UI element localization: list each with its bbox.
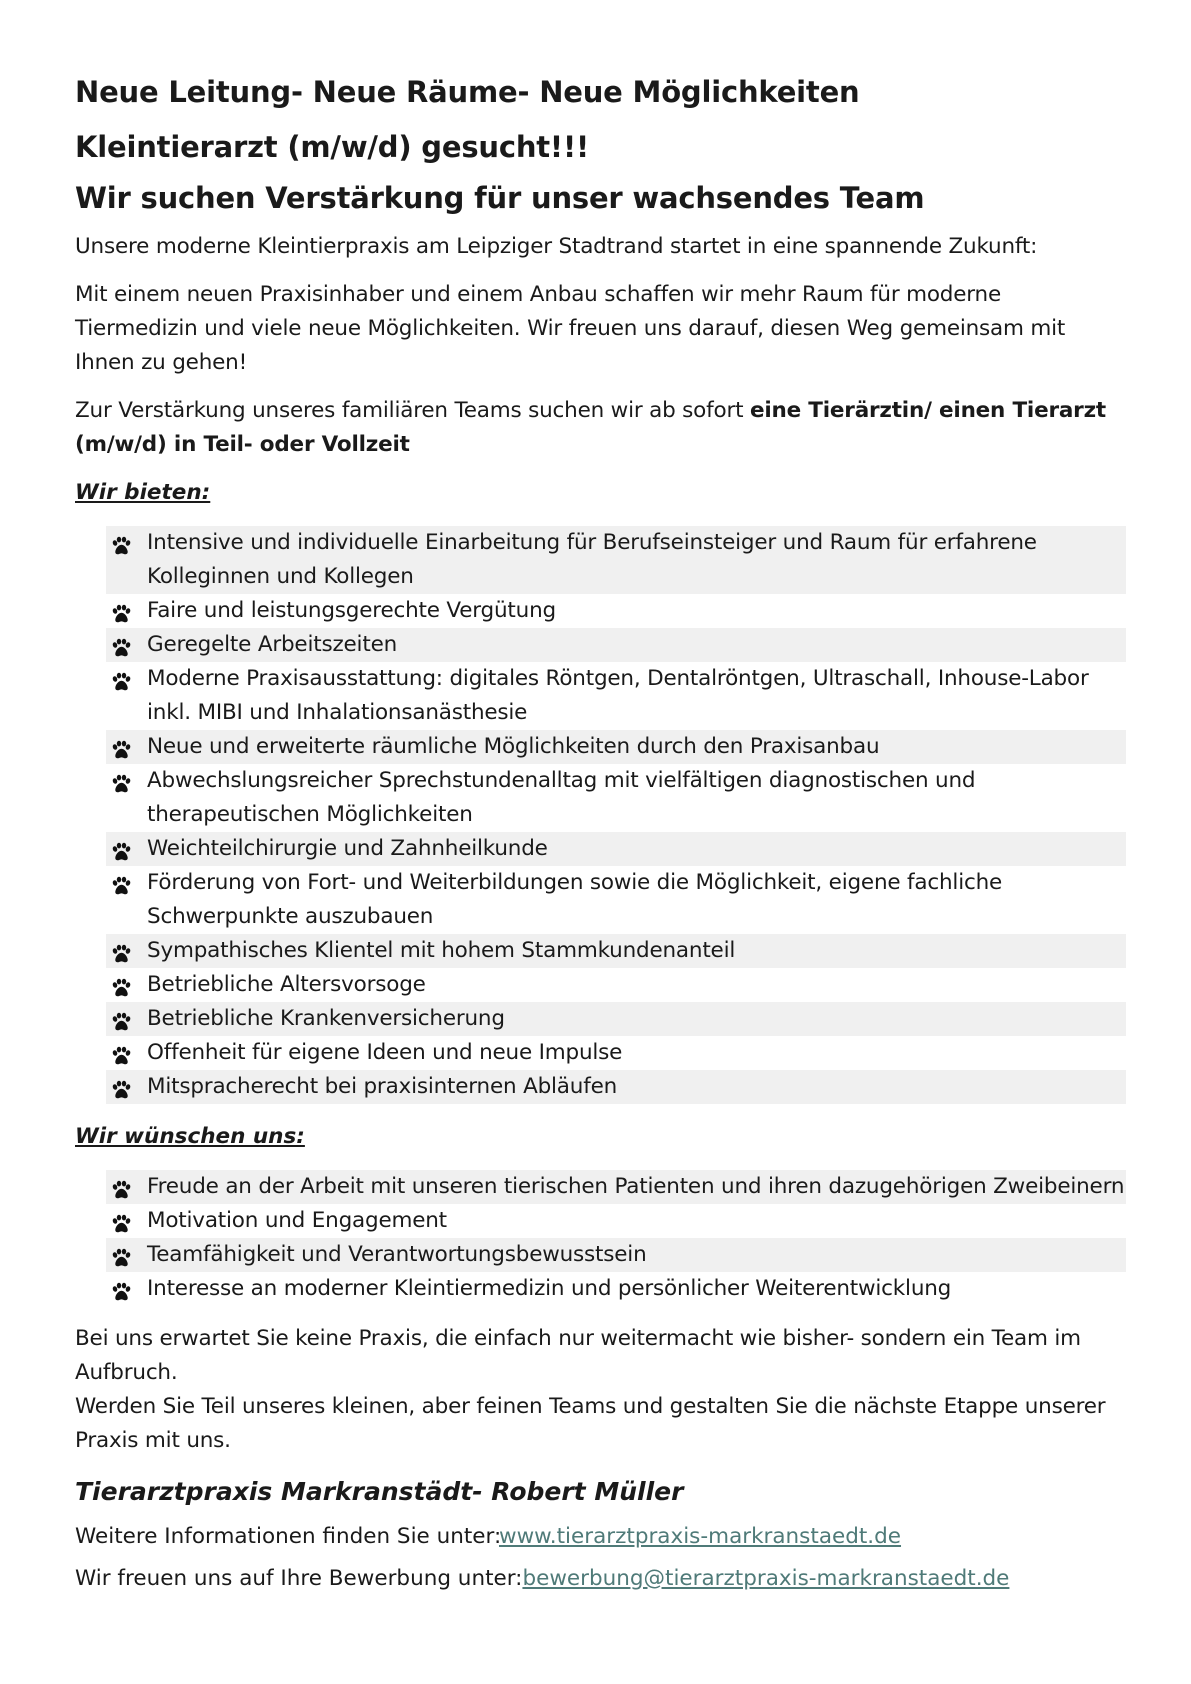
list-item-text: Betriebliche Altersvorsoge (147, 972, 426, 997)
list-item (106, 1002, 1126, 1036)
headline-new-leadership: Neue Leitung- Neue Räume- Neue Möglichkeiten (75, 75, 860, 109)
list-item (106, 934, 1126, 968)
list-item-text: Offenheit für eigene Ideen und neue Impulse (147, 1040, 623, 1065)
paw-icon (111, 669, 131, 689)
apply-label: Wir freuen uns auf Ihre Bewerbung unter: (75, 1566, 523, 1591)
wish-heading: Wir wünschen uns: (75, 1124, 305, 1149)
email-link[interactable]: bewerbung@tierarztpraxis-markranstaedt.de (522, 1566, 1010, 1591)
list-item-text: Sympathisches Klientel mit hohem Stammkundenanteil (147, 938, 736, 963)
paw-icon (111, 737, 131, 757)
list-item-text: Interesse an moderner Kleintiermedizin und persönlicher Weiterentwicklung (147, 1276, 952, 1301)
offer-heading: Wir bieten: (75, 480, 211, 505)
intro-paragraph-3 (75, 394, 1125, 462)
intro-paragraph-2: Mit einem neuen Praxisinhaber und einem Anbau schaffen wir mehr Raum für moderne Tiermedizin und viele neue Möglichkeiten. Wir freuen uns darauf, diesen Weg gemeinsam mit Ihnen zu gehen! (75, 282, 1066, 375)
paw-icon (111, 1245, 131, 1265)
info-line (75, 1520, 1125, 1554)
list-item (106, 1204, 1126, 1238)
paw-icon (111, 839, 131, 859)
paw-icon (111, 1077, 131, 1097)
list-item (106, 1272, 1126, 1306)
website-link[interactable]: www.tierarztpraxis-markranstaedt.de (499, 1524, 902, 1549)
list-item-text: Freude an der Arbeit mit unseren tierischen Patienten und ihren dazugehörigen Zweibeinern (147, 1174, 1125, 1199)
list-item (106, 968, 1126, 1002)
list-item (106, 730, 1126, 764)
list-item-text: Intensive und individuelle Einarbeitung für Berufseinsteiger und Raum für erfahrene Kolleginnen und Kollegen (147, 530, 1037, 589)
list-item (106, 1036, 1126, 1070)
list-item (106, 1170, 1126, 1204)
list-item-text: Mitspracherecht bei praxisinternen Abläufen (147, 1074, 618, 1099)
position-highlight: eine Tierärztin/ einen Tierarzt (m/w/d) in Teil- oder Vollzeit (75, 398, 1106, 457)
closing-paragraph-1: Bei uns erwartet Sie keine Praxis, die einfach nur weitermacht wie bisher- sondern ein Team im Aufbruch. (75, 1326, 1081, 1385)
apply-line (75, 1562, 1125, 1596)
paw-icon (111, 941, 131, 961)
list-item-text: Geregelte Arbeitszeiten (147, 632, 398, 657)
paw-icon (111, 635, 131, 655)
intro-paragraph-3-plain: Zur Verstärkung unseres familiären Teams suchen wir ab sofort (75, 398, 750, 423)
list-item (106, 526, 1126, 594)
list-item (106, 594, 1126, 628)
paw-icon (111, 1043, 131, 1063)
list-item (106, 1070, 1126, 1104)
list-item (106, 662, 1126, 730)
info-label: Weitere Informationen finden Sie unter: (75, 1524, 502, 1549)
paw-icon (111, 873, 131, 893)
job-posting (75, 72, 1125, 1604)
paw-icon (111, 533, 131, 553)
list-item-text: Abwechslungsreicher Sprechstundenalltag mit vielfältigen diagnostischen und therapeutischen Möglichkeiten (147, 768, 976, 827)
headline-vet-wanted: Kleintierarzt (m/w/d) gesucht!!! (75, 130, 590, 164)
closing-paragraph-2: Werden Sie Teil unseres kleinen, aber feinen Teams und gestalten Sie die nächste Etappe unserer Praxis mit uns. (75, 1394, 1106, 1453)
paw-icon (111, 1211, 131, 1231)
list-item-text: Moderne Praxisausstattung: digitales Röntgen, Dentalröntgen, Ultraschall, Inhouse-Labor inkl. MIBI und Inhalationsanästhesie (147, 666, 1089, 725)
wish-list (75, 1170, 1126, 1306)
list-item (106, 866, 1126, 934)
paw-icon (111, 1009, 131, 1029)
intro-paragraph-1: Unsere moderne Kleintierpraxis am Leipziger Stadtrand startet in eine spannende Zukunft: (75, 234, 1038, 259)
paw-icon (111, 1279, 131, 1299)
list-item (106, 628, 1126, 662)
closing-text (75, 1322, 1125, 1458)
list-item-text: Betriebliche Krankenversicherung (147, 1006, 505, 1031)
paw-icon (111, 1177, 131, 1197)
list-item (106, 832, 1126, 866)
list-item-text: Faire und leistungsgerechte Vergütung (147, 598, 556, 623)
paw-icon (111, 601, 131, 621)
list-item-text: Förderung von Fort- und Weiterbildungen sowie die Möglichkeit, eigene fachliche Schwerpunkte auszubauen (147, 870, 1003, 929)
paw-icon (111, 771, 131, 791)
list-item-text: Teamfähigkeit und Verantwortungsbewusstsein (147, 1242, 647, 1267)
list-item-text: Neue und erweiterte räumliche Möglichkeiten durch den Praxisanbau (147, 734, 880, 759)
offer-list (75, 526, 1126, 1104)
practice-name: Tierarztpraxis Markranstädt- Robert Müller (75, 1477, 684, 1506)
headline-team: Wir suchen Verstärkung für unser wachsendes Team (75, 181, 925, 215)
paw-icon (111, 975, 131, 995)
list-item (106, 1238, 1126, 1272)
list-item (106, 764, 1126, 832)
list-item-text: Motivation und Engagement (147, 1208, 447, 1233)
list-item-text: Weichteilchirurgie und Zahnheilkunde (147, 836, 548, 861)
